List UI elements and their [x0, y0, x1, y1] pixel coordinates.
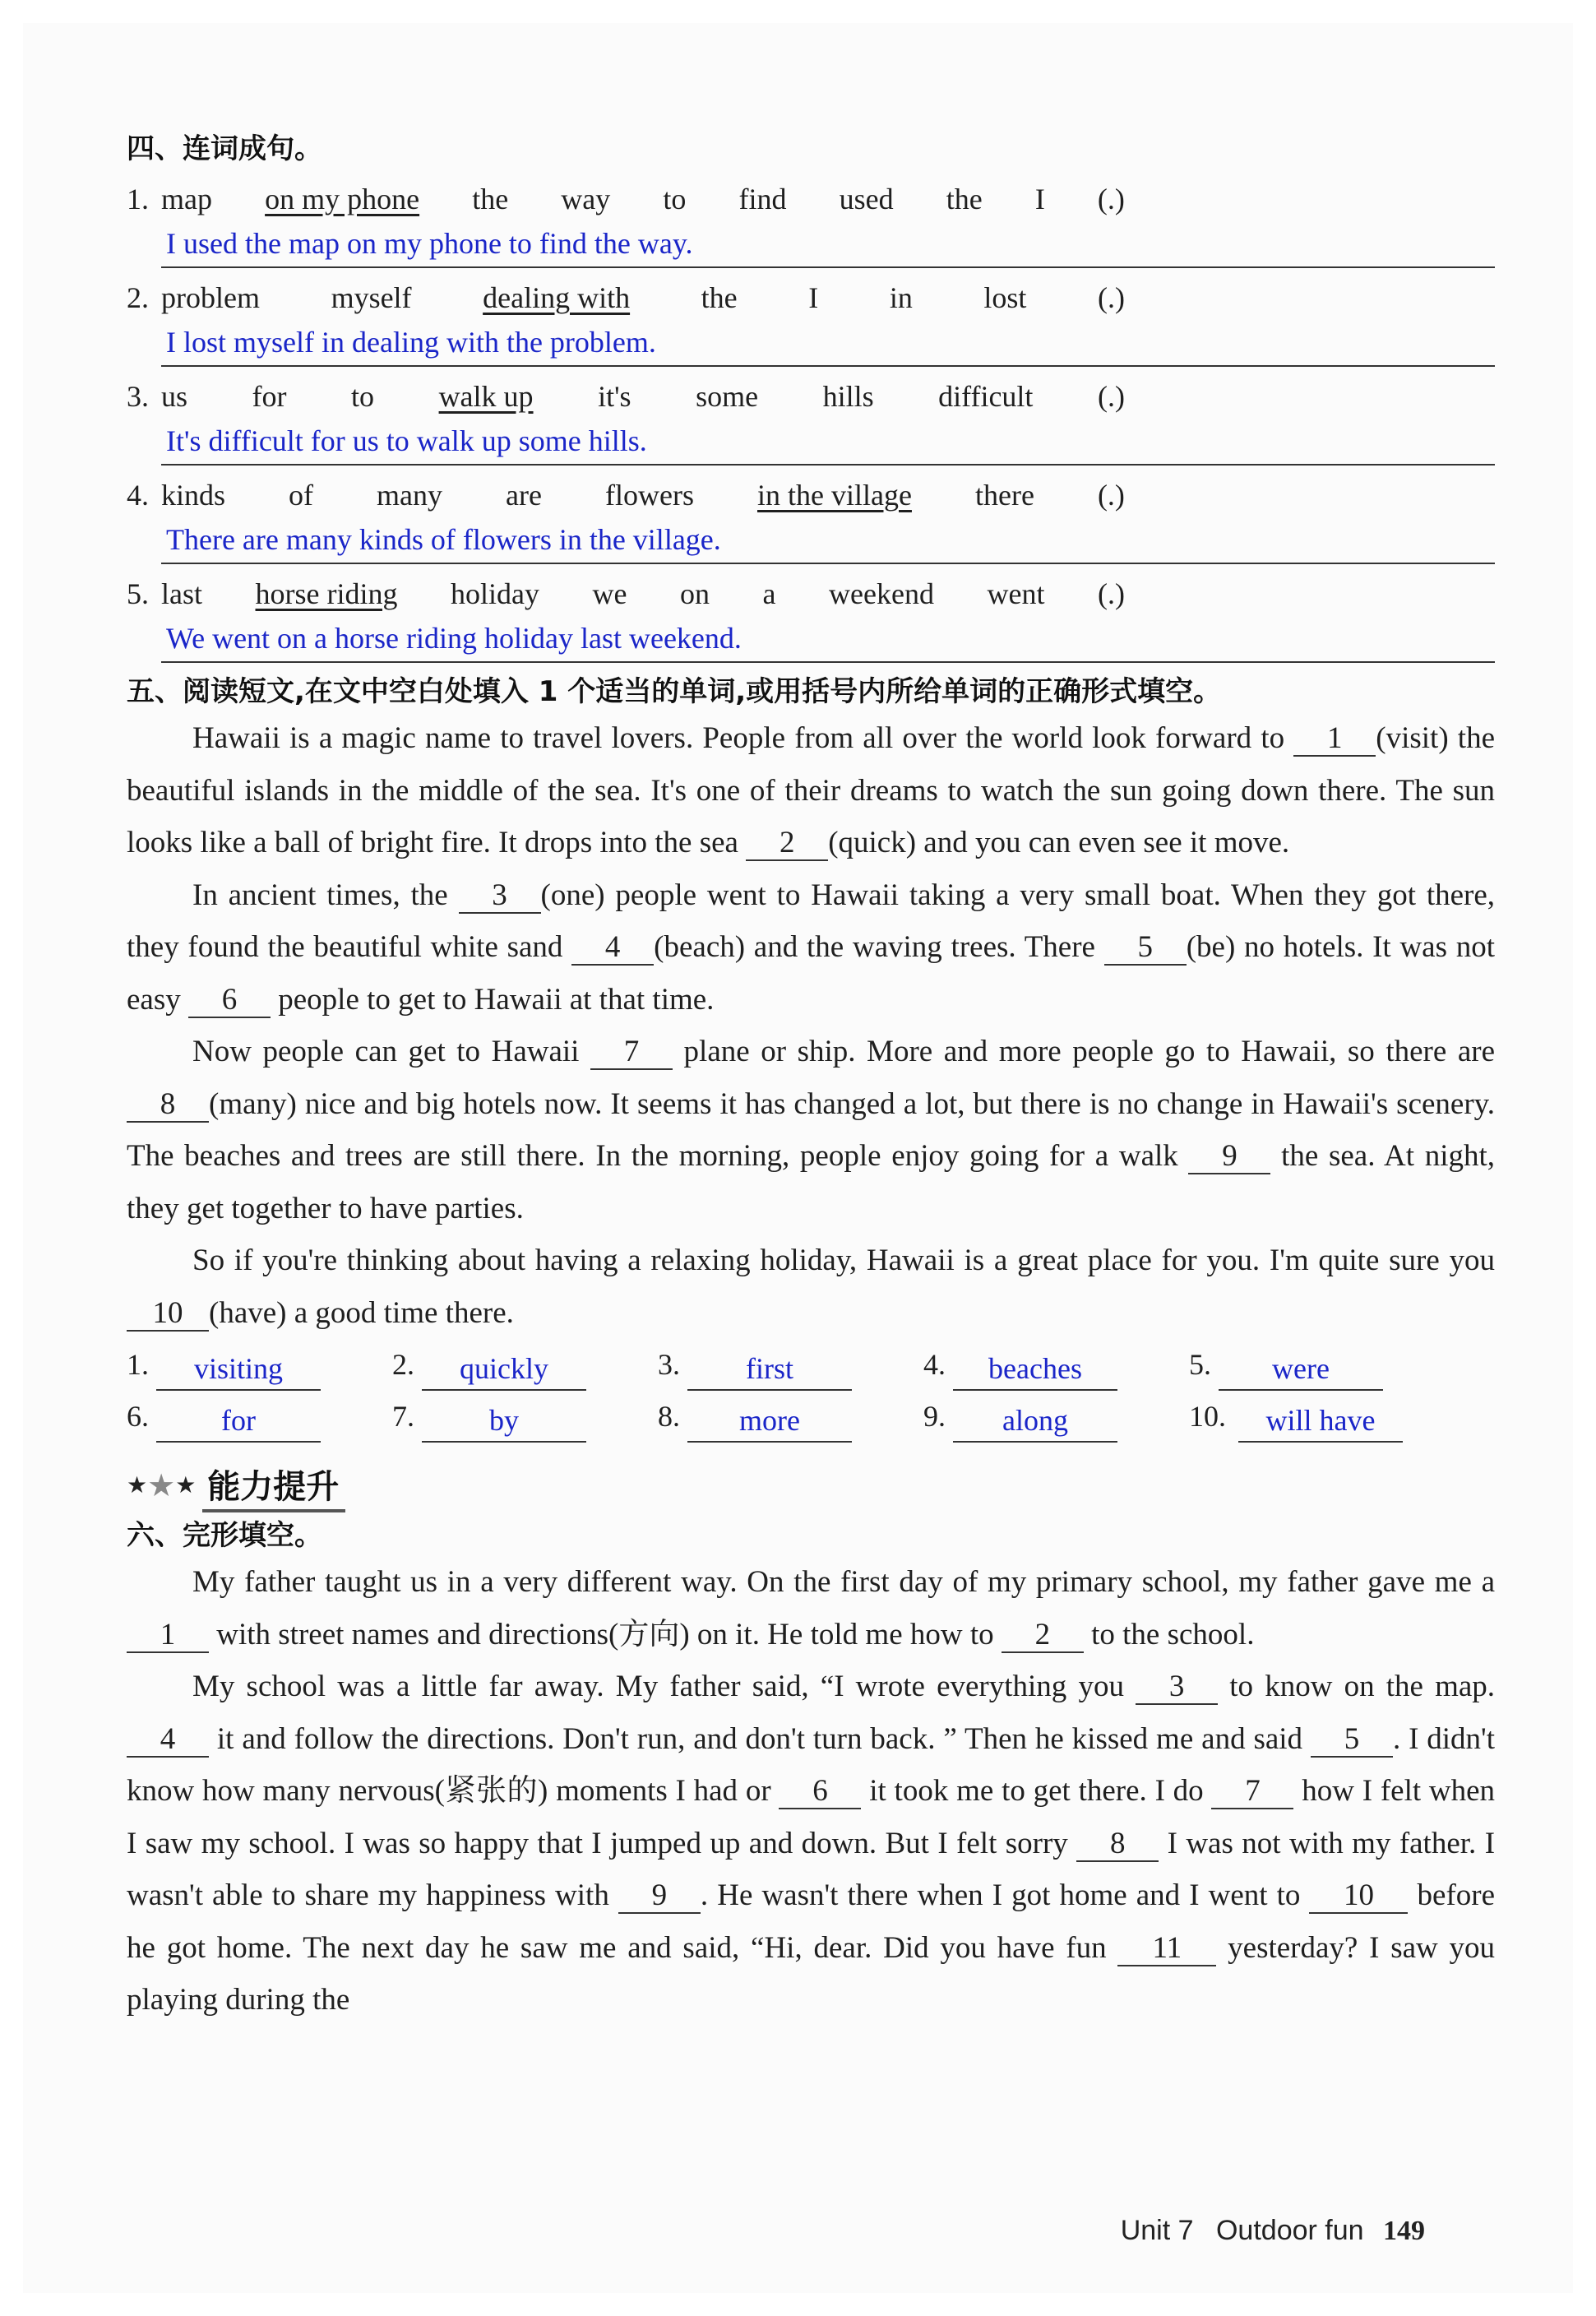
text: yesterday? I saw you playing during the — [127, 1930, 1496, 2017]
section6-title: 六、完形填空。 — [127, 1519, 322, 1552]
sentence-item — [127, 572, 1495, 663]
page-footer — [1121, 2215, 1425, 2247]
word: holiday — [451, 577, 539, 610]
section6-paragraph-1 — [127, 1556, 1495, 1661]
answer-field[interactable]: first — [687, 1348, 852, 1391]
answer-cell — [1189, 1339, 1455, 1391]
word: many — [377, 479, 443, 512]
word: the — [946, 183, 983, 215]
text: the sea. At night, they get together to have parties. — [127, 1139, 1496, 1225]
item-number: 3. — [127, 380, 149, 413]
word: us — [161, 380, 188, 413]
answer-cell — [658, 1391, 923, 1443]
blank-6[interactable]: 6 — [188, 984, 271, 1018]
word: way — [561, 183, 611, 215]
word: some — [696, 380, 759, 413]
answer-field[interactable]: I lost myself in dealing with the problem. — [161, 319, 1495, 367]
answer-cell — [127, 1339, 392, 1391]
text: with street names and directions(方向) on it. He told me how to — [216, 1617, 994, 1651]
section5-paragraph-4 — [127, 1234, 1495, 1339]
word-list — [127, 178, 1495, 220]
word: (.) — [1097, 479, 1125, 512]
workbook-page — [23, 23, 1573, 2293]
text: (have) a good time there. — [209, 1295, 514, 1330]
answer-cell — [923, 1339, 1189, 1391]
text: (quick) and you can even see it move. — [828, 826, 1290, 859]
word: I — [1034, 183, 1045, 215]
section5-title: 五、阅读短文,在文中空白处填入 1 个适当的单词,或用括号内所给单词的正确形式填空。 — [127, 675, 1222, 708]
page-number: 149 — [1383, 2216, 1425, 2246]
word: flowers — [605, 479, 694, 512]
blank-4[interactable]: 4 — [571, 931, 654, 966]
word: horse riding — [255, 577, 398, 610]
word: last — [161, 577, 202, 610]
star-icon: ★ — [175, 1473, 197, 1498]
sentence-item — [127, 474, 1495, 564]
blank-10[interactable]: 10 — [127, 1297, 209, 1332]
footer-title: Outdoor fun — [1215, 2215, 1364, 2246]
item-number: 4. — [127, 479, 149, 512]
section4-items — [127, 178, 1495, 663]
words — [161, 178, 1495, 220]
blank-3[interactable]: 3 — [459, 879, 541, 914]
section4-title: 四、连词成句。 — [127, 132, 322, 165]
text: . He wasn't there when I got home and I went to — [700, 1878, 1301, 1912]
section5-paragraph-3 — [127, 1026, 1495, 1234]
word: went — [987, 577, 1045, 610]
word: to — [351, 380, 375, 413]
text: (visit) the beautiful islands in the middle of the sea. It's one of their dreams to watch the sun going down there. The sun looks like a ball of bright fire. It drops into the sea — [127, 721, 1495, 859]
word: (.) — [1098, 281, 1125, 314]
item-number: 5. — [127, 577, 149, 610]
text: to know on the map. — [1229, 1670, 1496, 1703]
text: Now people can get to Hawaii — [192, 1035, 580, 1068]
answer-cell — [658, 1339, 923, 1391]
item-number: 1. — [127, 183, 149, 215]
word: problem — [161, 281, 260, 314]
text: people to get to Hawaii at that time. — [278, 982, 715, 1017]
words — [161, 474, 1495, 516]
word: (.) — [1097, 183, 1125, 215]
cloze-blank-4[interactable]: 4 — [127, 1723, 209, 1758]
word: are — [506, 479, 542, 512]
answer-number: 7. — [392, 1400, 414, 1433]
word: on my phone — [265, 183, 420, 215]
answer-field[interactable]: quickly — [422, 1348, 586, 1391]
text: how I felt when I saw my school. I was so happy that I jumped up and down. But I felt sorry — [127, 1774, 1496, 1860]
word: of — [289, 479, 314, 512]
text: So if you're thinking about having a relaxing holiday, Hawaii is a great place for you. I'm quite sure you — [192, 1244, 1495, 1277]
answer-field[interactable]: will have — [1238, 1400, 1403, 1443]
item-number: 2. — [127, 281, 149, 314]
word: difficult — [938, 380, 1034, 413]
star-icon: ★ — [127, 1473, 148, 1498]
cloze-blank-9[interactable]: 9 — [618, 1879, 701, 1914]
text: (many) nice and big hotels now. It seems it has changed a lot, but there is no change in Hawaii's scenery. The beaches and trees are still there. In the morning, people enjoy going for a walk — [127, 1086, 1495, 1173]
answer-number: 1. — [127, 1348, 149, 1381]
word: map — [161, 183, 212, 215]
sentence-item — [127, 178, 1495, 268]
word: lost — [983, 281, 1027, 314]
text: I was not with my father. I wasn't able to share my happiness with — [127, 1826, 1496, 1912]
cloze-blank-5[interactable]: 5 — [1311, 1723, 1393, 1758]
text: . I didn't know how many nervous(紧张的) moments I had or — [127, 1721, 1495, 1808]
cloze-blank-11[interactable]: 11 — [1117, 1932, 1216, 1966]
text: before he got home. The next day he saw me and said, “Hi, dear. Did you have fun — [127, 1878, 1496, 1965]
text: plane or ship. More and more people go to Hawaii, so there are — [683, 1035, 1496, 1068]
word: used — [839, 183, 894, 215]
cloze-blank-3[interactable]: 3 — [1136, 1670, 1218, 1705]
word: I — [808, 281, 819, 314]
star-icon: ★ — [147, 1469, 176, 1503]
answer-field[interactable]: more — [687, 1400, 852, 1443]
blank-7[interactable]: 7 — [590, 1035, 673, 1070]
word: for — [252, 380, 287, 413]
word: hills — [822, 380, 874, 413]
blank-8[interactable]: 8 — [127, 1088, 209, 1123]
blank-5[interactable]: 5 — [1104, 931, 1187, 966]
section5-paragraph-2 — [127, 869, 1495, 1026]
section6-paragraph-2 — [127, 1661, 1495, 2026]
text: My school was a little far away. My father said, “I wrote everything you — [192, 1670, 1124, 1703]
word-list — [127, 375, 1495, 418]
section5-paragraph-1 — [127, 712, 1495, 869]
answer-field[interactable]: for — [156, 1400, 321, 1443]
word-list — [127, 572, 1495, 615]
word: (.) — [1097, 380, 1125, 413]
text: to the school. — [1091, 1617, 1255, 1651]
text: (beach) and the waving trees. There — [654, 930, 1095, 964]
word: kinds — [161, 479, 226, 512]
word: dealing with — [483, 281, 631, 314]
word-list — [127, 276, 1495, 319]
text: (be) no hotels. It was not easy — [127, 930, 1495, 1017]
banner-title: 能力提升 — [202, 1461, 345, 1512]
cloze-blank-10[interactable]: 10 — [1309, 1879, 1408, 1914]
text: Hawaii is a magic name to travel lovers. People from all over the world look forward to — [192, 721, 1285, 755]
cloze-blank-6[interactable]: 6 — [779, 1775, 861, 1809]
answer-number: 4. — [923, 1348, 946, 1381]
blank-2[interactable]: 2 — [746, 827, 828, 861]
word: on — [680, 577, 710, 610]
answer-number: 6. — [127, 1400, 149, 1433]
words — [161, 572, 1495, 615]
blank-1[interactable]: 1 — [1293, 722, 1376, 757]
text: it took me to get there. I do — [869, 1774, 1204, 1808]
answer-field[interactable]: It's difficult for us to walk up some hills. — [161, 418, 1495, 466]
word: in the village — [757, 479, 912, 512]
answer-number: 3. — [658, 1348, 680, 1381]
answer-cell — [923, 1391, 1189, 1443]
answer-field[interactable]: There are many kinds of flowers in the village. — [161, 516, 1495, 564]
word: it's — [598, 380, 631, 413]
stars-icon — [127, 1469, 197, 1503]
answer-field[interactable]: along — [953, 1400, 1117, 1443]
words — [161, 276, 1495, 319]
word: the — [472, 183, 509, 215]
answer-field[interactable]: by — [422, 1400, 586, 1443]
word-list — [127, 474, 1495, 516]
cloze-blank-8[interactable]: 8 — [1076, 1827, 1159, 1862]
answer-field[interactable]: I used the map on my phone to find the way. — [161, 220, 1495, 268]
answer-cell — [392, 1339, 658, 1391]
ability-banner — [127, 1457, 1495, 1515]
word: to — [663, 183, 687, 215]
sentence-item — [127, 276, 1495, 367]
footer-unit: Unit 7 — [1120, 2215, 1194, 2246]
section5-answer-grid — [127, 1339, 1495, 1443]
answer-number: 9. — [923, 1400, 946, 1433]
word: the — [701, 281, 738, 314]
word: walk up — [438, 380, 534, 413]
text: My father taught us in a very different way. On the first day of my primary school, my father gave me a — [192, 1565, 1495, 1599]
word: myself — [331, 281, 412, 314]
word: find — [738, 183, 787, 215]
text: In ancient times, the — [192, 878, 448, 912]
answer-cell — [127, 1391, 392, 1443]
answer-number: 10. — [1189, 1400, 1226, 1433]
word: a — [762, 577, 776, 610]
word: weekend — [829, 577, 934, 610]
answer-field[interactable]: We went on a horse riding holiday last weekend. — [161, 615, 1495, 663]
answer-field[interactable]: beaches — [953, 1348, 1117, 1391]
answer-number: 8. — [658, 1400, 680, 1433]
answer-cell — [392, 1391, 658, 1443]
text: (one) people went to Hawaii taking a very small boat. When they got there, they found the beautiful white sand — [127, 878, 1496, 964]
text: it and follow the directions. Don't run, and don't turn back. ” Then he kissed me and said — [216, 1721, 1303, 1756]
answer-field[interactable]: visiting — [156, 1348, 321, 1391]
answer-number: 5. — [1189, 1348, 1211, 1381]
word: in — [889, 281, 913, 314]
word: there — [974, 479, 1034, 512]
answer-field[interactable]: were — [1219, 1348, 1383, 1391]
word: we — [592, 577, 627, 610]
cloze-blank-2[interactable]: 2 — [1002, 1619, 1084, 1653]
page-content — [127, 128, 1495, 2026]
answer-number: 2. — [392, 1348, 414, 1381]
answer-cell — [1189, 1391, 1455, 1443]
cloze-blank-7[interactable]: 7 — [1211, 1775, 1293, 1809]
sentence-item — [127, 375, 1495, 466]
word: (.) — [1097, 577, 1125, 610]
words — [161, 375, 1495, 418]
cloze-blank-1[interactable]: 1 — [127, 1619, 209, 1653]
blank-9[interactable]: 9 — [1188, 1140, 1270, 1174]
